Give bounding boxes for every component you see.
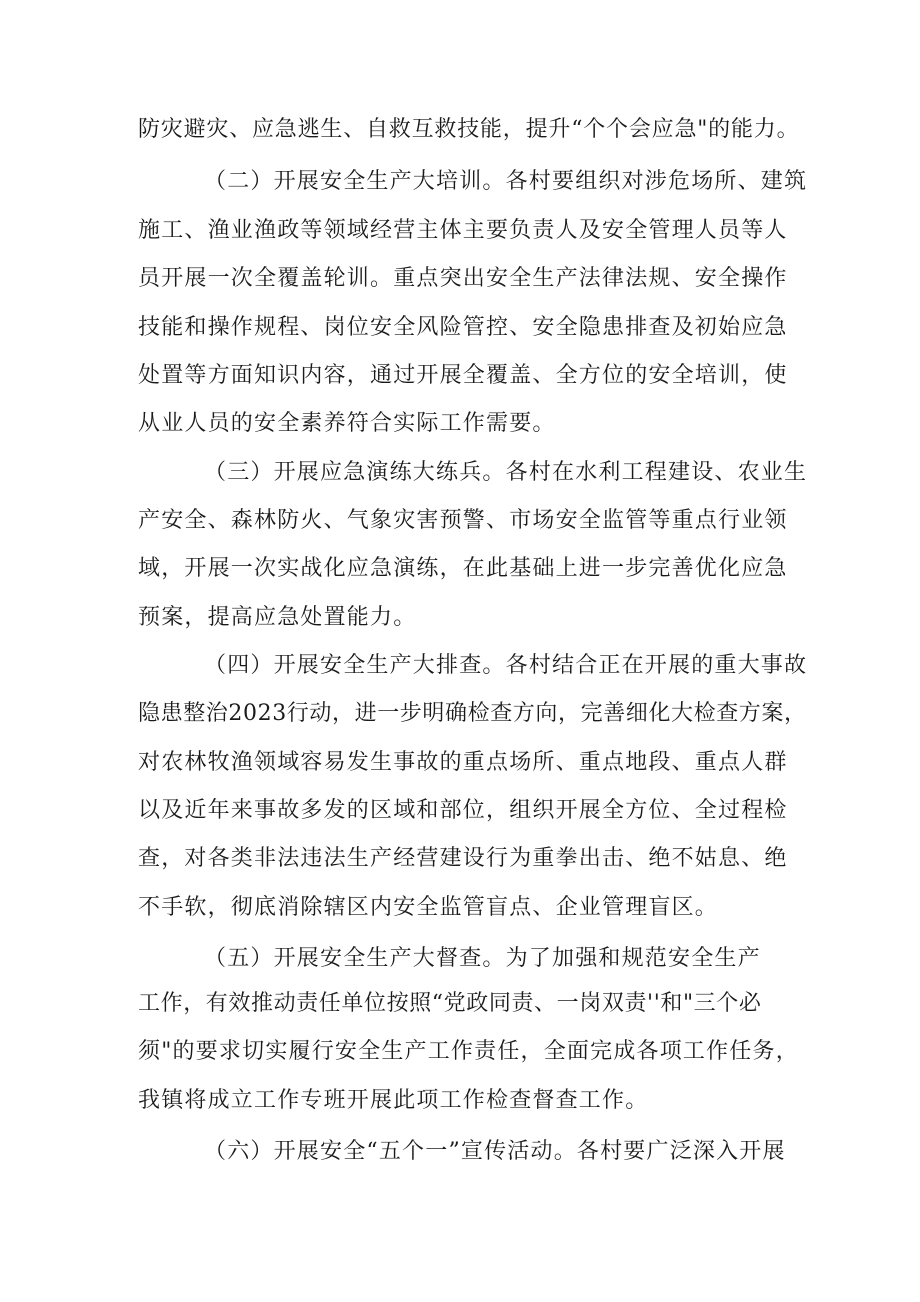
text-line: 技能和操作规程、岗位安全风险管控、安全隐患排查及初始应急 (138, 315, 788, 340)
paragraph-4-heading-line: （四）开展安全生产大排查。各村结合正在开展的重大事故 (204, 653, 808, 678)
text-line: 员开展一次全覆盖轮训。重点突出安全生产法律法规、安全操作 (138, 266, 788, 291)
text-line: 防灾避灾、应急逃生、自救互救技能，提升“个个会应急"的能力。 (138, 117, 800, 142)
text-line: 以及近年来事故多发的区域和部位，组织开展全方位、全过程检 (138, 798, 788, 823)
text-line: 处置等方面知识内容，通过开展全覆盖、全方位的安全培训，使 (138, 363, 788, 388)
paragraph-5-heading-line: （五）开展安全生产大督查。为了加强和规范安全生产 (204, 946, 761, 971)
paragraph-3-heading-line: （三）开展应急演练大练兵。各村在水利工程建设、农业生 (204, 460, 808, 485)
text-line: 我镇将成立工作专班开展此项工作检查督查工作。 (138, 1088, 649, 1113)
text-line: 对农林牧渔领域容易发生事故的重点场所、重点地段、重点人群 (138, 750, 788, 775)
text-line: 须"的要求切实履行安全生产工作责任，全面完成各项工作任务， (138, 1039, 799, 1064)
paragraph-6-heading-line: （六）开展安全“五个一”宣传活动。各村要广泛深入开展 (204, 1139, 786, 1164)
paragraph-2-heading-line: （二）开展安全生产大培训。各村要组织对涉危场所、建筑 (204, 169, 808, 194)
text-line: 从业人员的安全素养符合实际工作需要。 (138, 411, 556, 436)
text-line: 施工、渔业渔政等领域经营主体主要负责人及安全管理人员等人 (138, 218, 788, 243)
text-line: 查，对各类非法违法生产经营建设行为重拳出击、绝不姑息、绝 (138, 846, 788, 871)
text-line: 工作，有效推动责任单位按照“党政同责、一岗双责''和"三个必 (138, 991, 762, 1016)
text-line: 产安全、森林防火、气象灾害预警、市场安全监管等重点行业领 (138, 508, 788, 533)
text-line: 预案，提高应急处置能力。 (138, 605, 417, 630)
text-line: 域，开展一次实战化应急演练，在此基础上进一步完善优化应急 (138, 556, 788, 581)
text-line: 隐患整治2023行动，进一步明确检查方向，完善细化大检查方案， (138, 701, 807, 726)
text-line: 不手软，彻底消除辖区内安全监管盲点、企业管理盲区。 (138, 895, 719, 920)
